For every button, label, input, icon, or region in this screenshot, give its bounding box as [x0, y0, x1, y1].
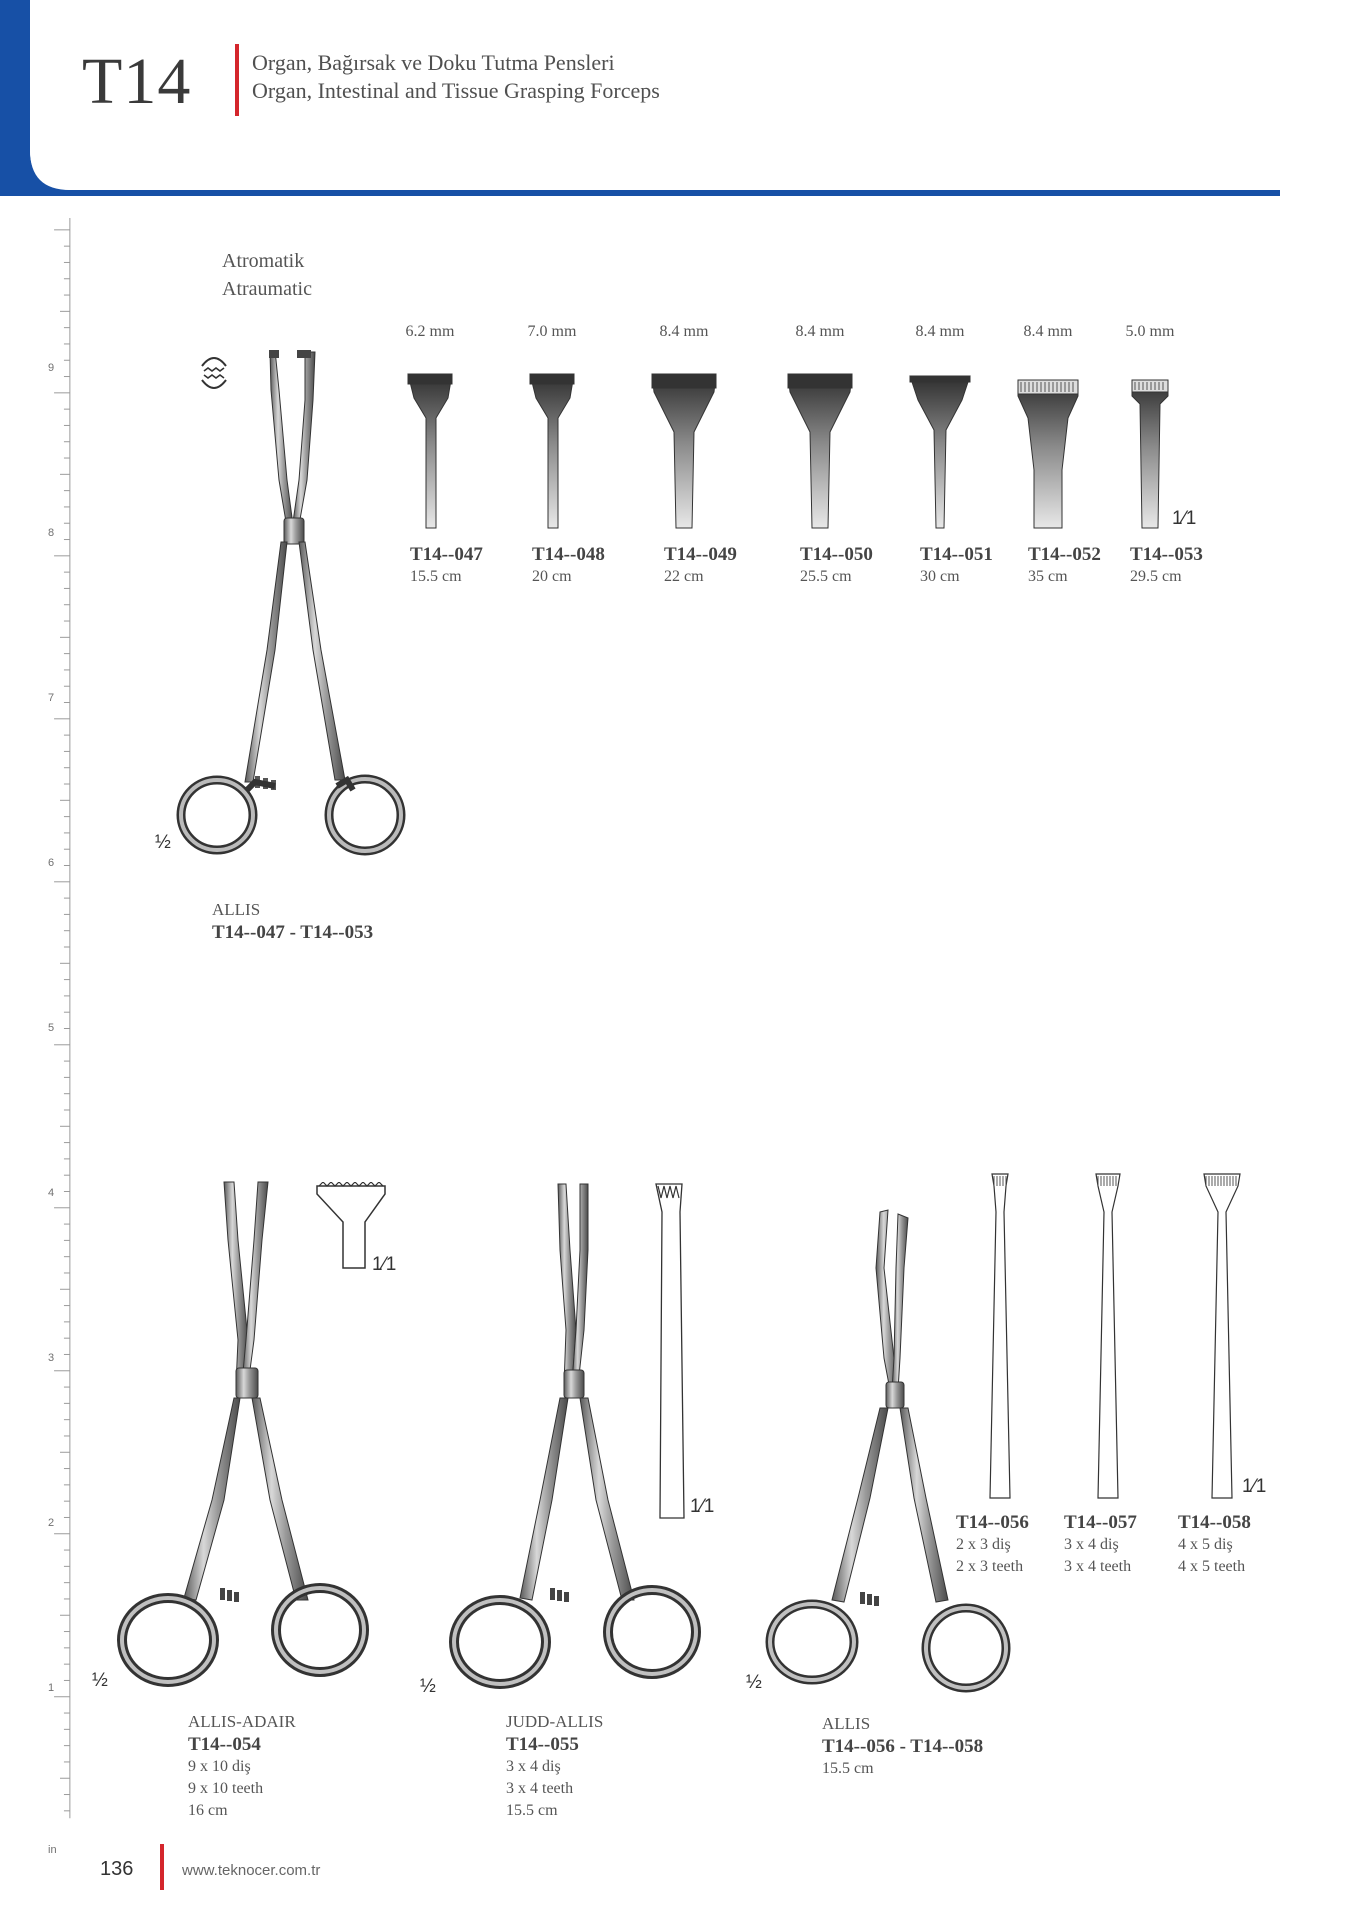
tip-length: 15.5 cm	[410, 568, 462, 585]
judd-allis-code: T14--055	[506, 1734, 579, 1755]
ruler-label: 7	[48, 692, 55, 704]
tip-illustration	[900, 370, 980, 530]
allis-small-length: 15.5 cm	[822, 1760, 874, 1777]
product-codes: T14--047 - T14--053	[212, 922, 374, 943]
judd-allis-teeth-tr: 3 x 4 diş	[506, 1758, 561, 1775]
long-tip-code: T14--057	[1064, 1512, 1137, 1533]
long-tip-teeth-tr: 2 x 3 diş	[956, 1536, 1011, 1553]
allis-adair-length: 16 cm	[188, 1802, 228, 1819]
allis-adair-code: T14--054	[188, 1734, 261, 1755]
tip-jaw-width: 8.4 mm	[795, 323, 845, 340]
tip-jaw-width: 5.0 mm	[1125, 323, 1175, 340]
tip-illustration	[1110, 370, 1190, 530]
long-tip-code: T14--058	[1178, 1512, 1251, 1533]
tip-jaw-width: 8.4 mm	[915, 323, 965, 340]
allis-forceps-illustration	[175, 350, 415, 860]
allis-small-codes: T14--056 - T14--058	[822, 1736, 984, 1757]
bottom-tips-scale: 1⁄1	[1242, 1476, 1267, 1497]
tip-code: T14--050	[800, 544, 873, 565]
tip-code: T14--051	[920, 544, 993, 565]
judd-allis-tip-illustration	[652, 1182, 688, 1522]
tip-illustration	[1008, 370, 1088, 530]
tip-illustration	[512, 370, 592, 530]
tip-illustration	[390, 370, 470, 530]
allis-adair-tip-scale: 1⁄1	[372, 1254, 397, 1275]
tip-length: 30 cm	[920, 568, 960, 585]
tip-code: T14--053	[1130, 544, 1203, 565]
tip-jaw-width: 8.4 mm	[1023, 323, 1073, 340]
judd-allis-teeth-en: 3 x 4 teeth	[506, 1780, 574, 1797]
judd-allis-scale: ½	[420, 1676, 436, 1697]
tip-code: T14--052	[1028, 544, 1101, 565]
tip-length: 20 cm	[532, 568, 572, 585]
section-code: T14	[82, 45, 192, 118]
judd-allis-name: JUDD-ALLIS	[506, 1712, 604, 1731]
long-tip-teeth-tr: 3 x 4 diş	[1064, 1536, 1119, 1553]
tip-code: T14--049	[664, 544, 737, 565]
allis-small-name: ALLIS	[822, 1714, 871, 1733]
long-tip-code: T14--056	[956, 1512, 1029, 1533]
tip-code: T14--047	[410, 544, 483, 565]
long-tip-illustration	[1088, 1172, 1128, 1502]
ruler-label: 4	[48, 1187, 55, 1199]
product-name: ALLIS	[212, 900, 261, 919]
long-tip-teeth-tr: 4 x 5 diş	[1178, 1536, 1233, 1553]
page-number: 136	[100, 1858, 134, 1880]
tip-length: 25.5 cm	[800, 568, 852, 585]
scale-label: ½	[155, 832, 171, 853]
tip-illustration	[780, 370, 860, 530]
tip-length: 22 cm	[664, 568, 704, 585]
ruler-label: 8	[48, 527, 55, 539]
ruler-label: 1	[48, 1682, 55, 1694]
long-tip-teeth-en: 2 x 3 teeth	[956, 1558, 1024, 1575]
footer-accent-bar	[160, 1844, 164, 1890]
ruler-label: 2	[48, 1517, 55, 1529]
header-rule	[30, 190, 1280, 196]
ruler-label: 6	[48, 857, 55, 869]
tip-length: 35 cm	[1028, 568, 1068, 585]
tips-scale-label: 1⁄1	[1172, 508, 1197, 529]
long-tip-illustration	[980, 1172, 1020, 1502]
allis-small-scale: ½	[746, 1672, 762, 1693]
section-title-tr: Organ, Bağırsak ve Doku Tutma Pensleri	[252, 50, 615, 75]
allis-adair-teeth-en: 9 x 10 teeth	[188, 1780, 264, 1797]
allis-adair-name: ALLIS-ADAIR	[188, 1712, 296, 1731]
section-title-en: Organ, Intestinal and Tissue Grasping Forceps	[252, 78, 660, 103]
tip-jaw-width: 8.4 mm	[659, 323, 709, 340]
allis-adair-teeth-tr: 9 x 10 diş	[188, 1758, 251, 1775]
tip-length: 29.5 cm	[1130, 568, 1182, 585]
tip-code: T14--048	[532, 544, 605, 565]
allis-adair-scale: ½	[92, 1670, 108, 1691]
footer-website-link[interactable]: www.teknocer.com.tr	[182, 1862, 321, 1879]
long-tip-illustration	[1202, 1172, 1242, 1502]
category-en: Atraumatic	[222, 278, 312, 300]
long-tip-teeth-en: 3 x 4 teeth	[1064, 1558, 1132, 1575]
ruler-label: 9	[48, 362, 55, 374]
ruler-label: in	[48, 1844, 57, 1856]
tip-illustration	[644, 370, 724, 530]
judd-allis-tip-scale: 1⁄1	[690, 1496, 715, 1517]
tip-jaw-width: 7.0 mm	[527, 323, 577, 340]
ruler-label: 3	[48, 1352, 55, 1364]
judd-allis-length: 15.5 cm	[506, 1802, 558, 1819]
header-accent-bar	[235, 44, 239, 116]
tip-jaw-width: 6.2 mm	[405, 323, 455, 340]
category-tr: Atromatik	[222, 250, 305, 272]
long-tip-teeth-en: 4 x 5 teeth	[1178, 1558, 1246, 1575]
ruler-label: 5	[48, 1022, 55, 1034]
header-corner	[0, 150, 80, 196]
